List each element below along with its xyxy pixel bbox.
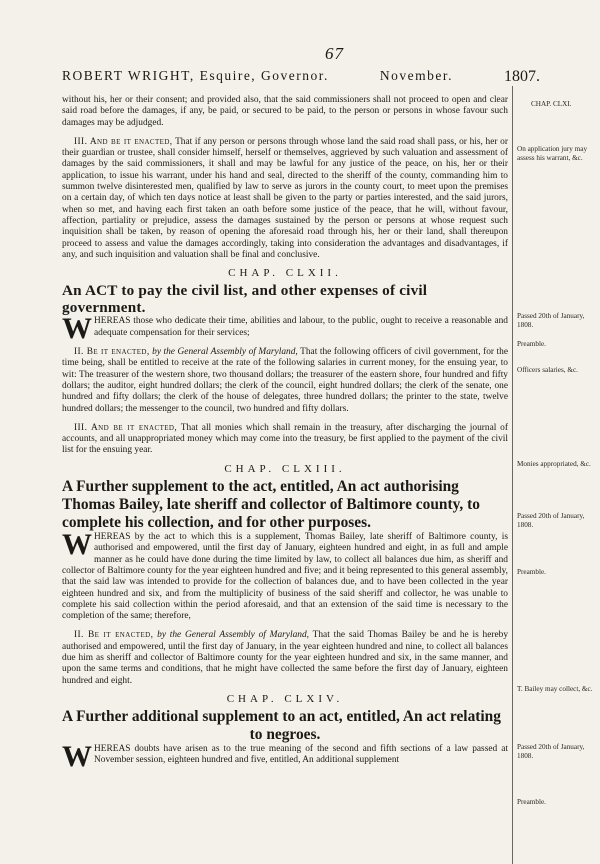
margin-note-preamble-163: Preamble. <box>517 568 546 576</box>
running-month: November. <box>379 68 454 83</box>
chapter-heading-163: CHAP. CLXIII. <box>224 462 346 475</box>
preamble-163 <box>62 528 508 622</box>
section-iii-text: That if any person or persons through whose land the said road shall pass, or his, her or their guardian or trustee, shall consider himself, herself or themselves, aggrieved by such valuation and assessment of damages by the said commissioners, it shall and may be lawful for any justice of the peace, on his, her or their application, to issue his warrant, under his hand and seal, directed to the sheriff of the county, commanding him to summon twelve disinterested men, qualified by law to serve as jurors in the county court, to meet upon the premises on a certain day, of which ten days notice at least shall be given to the party or parties interested, and the said jurors, when so met, and having each first taken an oath before some justice of the peace, that he will, without favour, affection, partiality or prejudice, assess the damages sustained by the person or persons at whose request such inquisition shall be taken, by reason of opening the aforesaid road through his, her or their land, shall thereupon proceed to assess and value the damages accordingly, taking into consideration the advantages and disadvantages, if any, and such inquisition and valuation shall be final and conclusive. <box>62 136 508 260</box>
drop-cap-163: W <box>62 528 92 562</box>
section-iii-paragraph <box>62 137 508 261</box>
preamble-163-text: HEREAS by the act to which this is a supplement, Thomas Bailey, late sheriff of Baltimore county, is authorised and empowered, until the first day of January, eighteen hundred and eight, in as full and ample manner as he could have done during the time limited by law, to collect all balances due him, as sheriff and collector of Baltimore county for the year eighteen hundred and five; and it being represented to this general assembly, that the said law was intended to provide for the collection of balances due, and to have been collected in the year eighteen hundred and six, and from the multiplicity of business of the said sheriff and collector, he was unable to complete his said collection within the period aforesaid, and that an extension of the said time is necessary to the completion of the same; therefore, <box>62 532 508 622</box>
section-163-ii-paragraph <box>62 630 508 686</box>
section-iii-lead: III. And be it enacted, <box>74 136 173 147</box>
main-text-column <box>62 95 509 774</box>
intro-paragraph: without his, her or their consent; and provided also, that the said commissioners shall not proceed to open and clear said road before the damages, if any, be paid, or secured to be paid, to the person or persons in whose favour such damages may be adjudged. <box>62 95 508 128</box>
act-title-164-line1: A Further additional supplement to an act, entitled, An act relating <box>62 708 501 726</box>
section-162-ii-paragraph <box>62 347 508 415</box>
margin-rule <box>512 86 513 864</box>
margin-note-monies: Monies appropriated, &c. <box>517 460 591 468</box>
margin-note-bailey: T. Bailey may collect, &c. <box>517 685 593 693</box>
section-162-iii-text: That all monies which shall remain in the treasury, after discharging the journal of accounts, and all unappropriated money which may come into the treasury, be first applied to the payment of the civil list for the ensuing year. <box>62 422 508 456</box>
running-title: ROBERT WRIGHT, Esquire, Governor. <box>62 68 329 83</box>
chapter-heading-162: CHAP. CLXII. <box>228 267 342 280</box>
running-year: 1807. <box>503 68 540 85</box>
margin-note-passed-162: Passed 20th of January, 1808. <box>517 312 585 329</box>
section-163-ii-text: That the said Thomas Bailey be and he is hereby authorised and empowered, until the first day of January, in the year eighteen hundred and nine, to collect all balances due him as sheriff and collector of Baltimore county for the year eighteen hundred and six, in the same manner, and upon the same terms and conditions, that he might have collected the same before the first day of January, eighteen hundred and eight. <box>62 630 509 686</box>
margin-chap-ref: CHAP. CLXI. <box>531 100 572 108</box>
act-title-164 <box>62 708 508 744</box>
section-162-ii-lead: II. Be it enacted, <box>74 347 150 358</box>
act-title-164-line2: to negroes. <box>249 726 321 744</box>
section-162-ii-by: by the General Assembly of Maryland, <box>152 347 298 358</box>
preamble-162-text: HEREAS those who dedicate their time, abilities and labour, to the public, ought to receive a reasonable and adequate compensation for their services; <box>94 316 508 338</box>
section-162-iii-paragraph <box>62 423 508 457</box>
page-number: 67 <box>325 44 344 63</box>
margin-notes <box>517 0 597 864</box>
margin-note-passed-163: Passed 20th of January, 1808. <box>517 512 585 529</box>
section-163-ii-lead: II. Be it enacted, <box>74 630 154 641</box>
margin-note-preamble-162: Preamble. <box>517 340 546 348</box>
running-head <box>62 68 540 86</box>
margin-note-passed-164: Passed 20th of January, 1808. <box>517 743 585 760</box>
section-163-ii-by: by the General Assembly of Maryland, <box>157 630 309 641</box>
margin-note-preamble-164: Preamble. <box>517 798 546 806</box>
margin-note-officers: Officers salaries, &c. <box>517 366 578 374</box>
section-162-ii-text: That the following officers of civil government, for the time being, shall be entitled to receive at the rate of the following salaries in current money, for the ensuing year, to wit: The treasurer of the western shore, two thousand dollars; the treasurer of the eastern shore, four hundred and fifty dollars; the auditor, eight hundred dollars; the clerk of the council, eight hundred dollars; the clerk of the senate, one hundred and fifty dollars; the clerk of the house of delegates, three hundred dollars; the printer to the state, twelve hundred dollars; the messenger to the council, two hundred and fifty dollars. <box>62 347 509 414</box>
section-162-iii-lead: III. And be it enacted, <box>74 422 178 433</box>
act-title-163: A Further supplement to the act, entitled, An act authorising Thomas Bailey, late sheriff and collector of Baltimore county, to complete his collection, and for other purposes. <box>62 478 480 532</box>
drop-cap-164: W <box>62 740 92 774</box>
chapter-heading-164: CHAP. CLXIV. <box>226 692 344 705</box>
act-title-162: An ACT to pay the civil list, and other expenses of civil government. <box>62 282 428 317</box>
drop-cap-162: W <box>62 312 92 346</box>
preamble-164-text: HEREAS doubts have arisen as to the true meaning of the second and fifth sections of a law passed at November session, eighteen hundred and five, entitled, An additional supplement <box>94 744 508 766</box>
preamble-162 <box>62 312 508 346</box>
margin-note-application: On application jury may assess his warrant, &c. <box>517 145 588 162</box>
preamble-164 <box>62 740 508 774</box>
